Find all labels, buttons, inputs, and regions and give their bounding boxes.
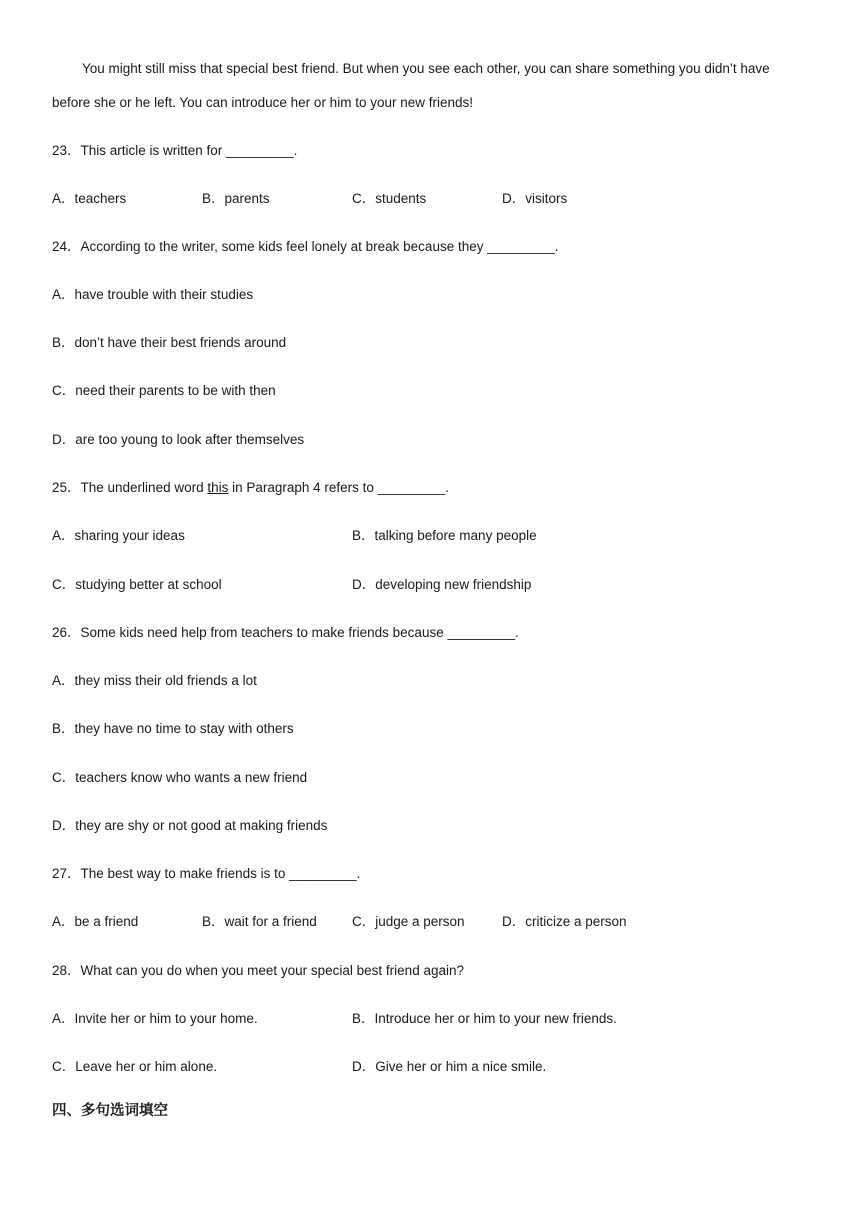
question-28-option-d: D．Give her or him a nice smile. [352, 1059, 547, 1074]
question-27-stem: 27．The best way to make friends is to _________. [52, 866, 361, 881]
passage-line-1: You might still miss that special best friend. But when you see each other, you can share something you didn’t have [82, 61, 770, 76]
question-23-option-b: B．parents [202, 191, 270, 206]
question-26-stem: 26．Some kids need help from teachers to make friends because _________. [52, 625, 519, 640]
question-26-option-b: B．they have no time to stay with others [52, 721, 294, 736]
question-23-option-d: D．visitors [502, 191, 568, 206]
question-24-option-d: D．are too young to look after themselves [52, 432, 305, 447]
question-27-option-c: C．judge a person [352, 914, 465, 929]
question-27-option-a: A．be a friend [52, 914, 139, 929]
question-27-option-b: B．wait for a friend [202, 914, 317, 929]
question-26-option-d: D．they are shy or not good at making friends [52, 818, 328, 833]
question-28-option-b: B．Introduce her or him to your new friends. [352, 1011, 617, 1026]
question-28-stem: 28．What can you do when you meet your special best friend again? [52, 963, 464, 978]
question-24-option-a: A．have trouble with their studies [52, 287, 254, 302]
question-26-option-a: A．they miss their old friends a lot [52, 673, 257, 688]
question-28-option-c: C．Leave her or him alone. [52, 1059, 218, 1074]
passage-line-2: before she or he left. You can introduce her or him to your new friends! [52, 95, 473, 110]
question-24-option-c: C．need their parents to be with then [52, 383, 276, 398]
question-25-stem-before: 25．The underlined word [52, 480, 208, 495]
question-27-option-d: D．criticize a person [502, 914, 627, 929]
underlined-word: this [207, 480, 229, 495]
question-23-option-a: A．teachers [52, 191, 127, 206]
section-heading: 四、多句选词填空 [52, 1103, 168, 1119]
question-24-stem: 24．According to the writer, some kids feel lonely at break because they _________. [52, 239, 559, 254]
question-25-stem-after: in Paragraph 4 refers to _________. [228, 480, 450, 495]
question-25-option-b: B．talking before many people [352, 528, 537, 543]
question-23-option-c: C．students [352, 191, 427, 206]
question-25-option-a: A．sharing your ideas [52, 528, 185, 543]
question-23-stem: 23．This article is written for _________. [52, 143, 298, 158]
question-25-option-d: D．developing new friendship [352, 577, 532, 592]
question-25-stem [52, 479, 449, 497]
question-28-option-a: A．Invite her or him to your home. [52, 1011, 258, 1026]
question-26-option-c: C．teachers know who wants a new friend [52, 770, 308, 785]
question-24-option-b: B．don’t have their best friends around [52, 335, 287, 350]
question-25-option-c: C．studying better at school [52, 577, 222, 592]
